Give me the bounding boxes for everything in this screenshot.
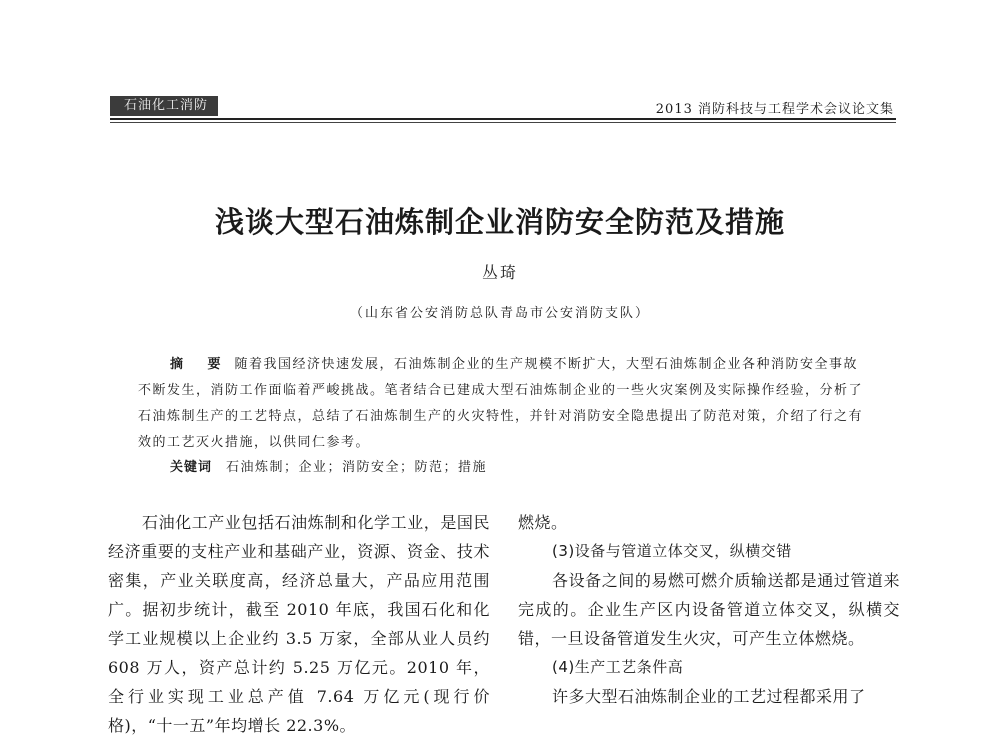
section-tag: 石油化工消防 [110,96,218,116]
paper-author: 丛琦 [481,263,518,282]
section-heading-4: (4)生产工艺条件高 [552,658,684,676]
header-rule [110,118,896,120]
journal-title: 2013 消防科技与工程学术会议论文集 [655,102,894,117]
body-paragraph: 许多大型石油炼制企业的工艺过程都采用了 [552,687,866,706]
body-paragraph-tail: 燃烧。 [518,513,568,532]
body-paragraph: 各设备之间的易燃可燃介质输送都是通过管道来完成的。企业生产区内设备管道立体交叉，纵横交错，一旦设备管道发生火灾，可产生立体燃烧。 [518,571,900,648]
keywords-text: 石油炼制；企业；消防安全；防范；措施 [226,460,488,475]
paper-title: 浅谈大型石油炼制企业消防安全防范及措施 [214,205,785,239]
abstract [138,352,868,456]
abstract-label: 摘 要 [170,357,231,372]
body-paragraph: 石油化工产业包括石油炼制和化学工业，是国民经济重要的支柱产业和基础产业，资源、资金、技术密集，产业关联度高，经济总量大，产品应用范围广。据初步统计，截至 2010 年底，我国石化和化学工业规模以上企业约 3.5 万家，全部从业人员约 608 万人，资产总计约 5.25 万亿元。2010 年，全行业实现工业总产值 7.64 万亿元(现行价格)，“十一五”年均增长 22.3%。 [108,513,490,735]
section-heading-3: (3)设备与管道立体交叉，纵横交错 [552,542,792,560]
paper-affiliation: （山东省公安消防总队青岛市公安消防支队） [349,306,650,321]
keywords-label: 关键词 [170,460,213,475]
keywords [170,456,487,475]
abstract-text: 随着我国经济快速发展，石油炼制企业的生产规模不断扩大，大型石油炼制企业各种消防安全事故不断发生，消防工作面临着严峻挑战。笔者结合已建成大型石油炼制企业的一些火灾案例及实际操作经验，分析了石油炼制生产的工艺特点，总结了石油炼制生产的火灾特性，并针对消防安全隐患提出了防范对策，介绍了行之有效的工艺灭火措施，以供同仁参考。 [138,357,864,450]
header-rule-thin [110,122,896,123]
right-column [518,508,900,711]
left-column [108,508,490,740]
